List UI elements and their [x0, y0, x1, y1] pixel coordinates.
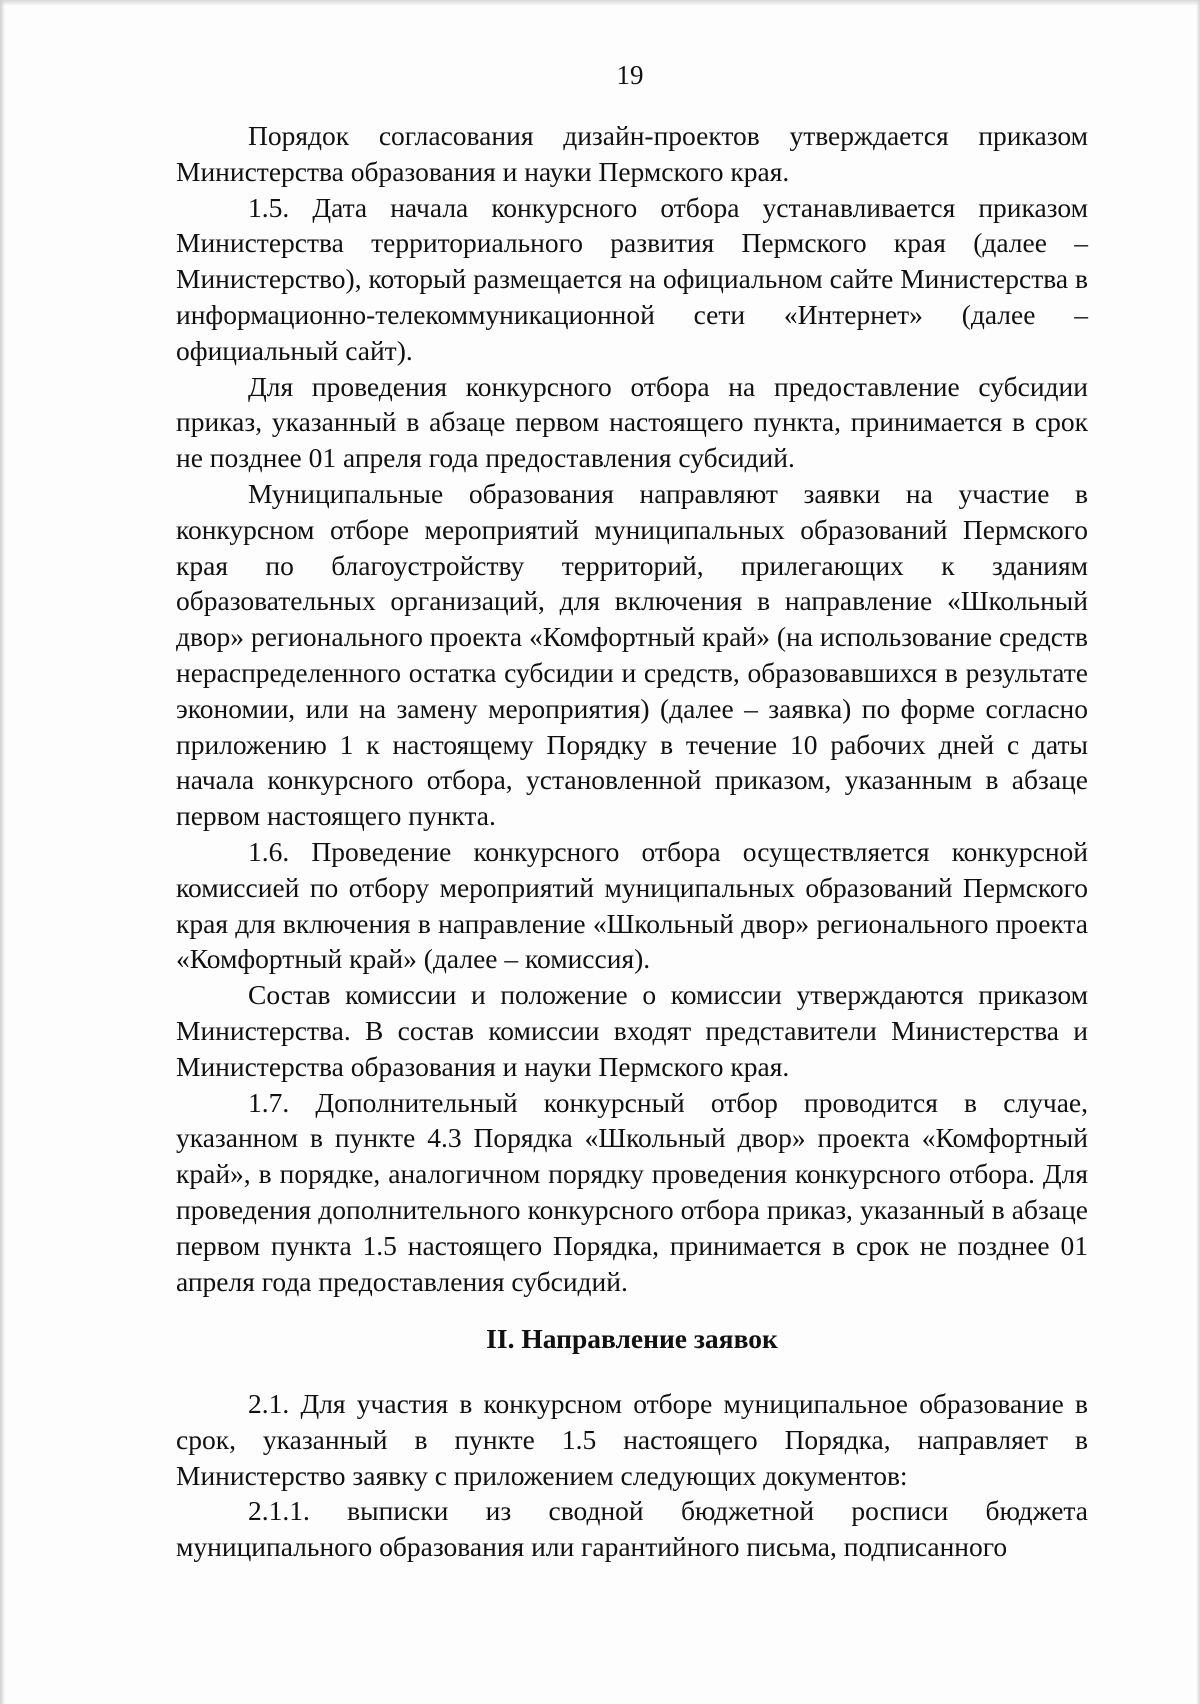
paragraph-applications: Муниципальные образования направляют заявки на участие в конкурсном отборе мероприятий муниципальных образований Пермского края по благоустройству территорий, прилегающих к зданиям образовательных организаций, для включения в направление «Школьный двор» регионального проекта «Комфортный край» (на использование средств нераспределенного остатка субсидии и средств, образовавшихся в результате экономии, или на замену мероприятия) (далее – заявка) по форме согласно приложению 1 к настоящему Порядку в течение 10 рабочих дней с даты начала конкурсного отбора, установленной приказом, указанным в абзаце первом настоящего пункта. [176, 477, 1088, 832]
paragraph-1-5-start-date: 1.5. Дата начала конкурсного отбора устанавливается приказом Министерства территориального развития Пермского края (далее – Министерство), который размещается на официальном сайте Министерства в информационно-телекоммуникационной сети «Интернет» (далее – официальный сайт). [176, 191, 1088, 366]
paragraph-1-7-additional-selection: 1.7. Дополнительный конкурсный отбор проводится в случае, указанном в пункте 4.3 Порядка «Школьный двор» проекта «Комфортный край», в порядке, аналогичном порядку проведения конкурсного отбора. Для проведения дополнительного конкурсного отбора приказ, указанный в абзаце первом пункта 1.5 настоящего Порядка, принимается в срок не позднее 01 апреля года предоставления субсидий. [176, 1086, 1088, 1297]
paragraph-order-deadline: Для проведения конкурсного отбора на предоставление субсидии приказ, указанный в абзаце первом настоящего пункта, принимается в срок не позднее 01 апреля года предоставления субсидий. [176, 370, 1088, 474]
section-heading: II. Направление заявок [486, 1323, 778, 1355]
paragraph-1-6-commission: 1.6. Проведение конкурсного отбора осуществляется конкурсной комиссией по отбору мероприятий муниципальных образований Пермского края для включения в направление «Школьный двор» регионального проекта «Комфортный край» (далее – комиссия). [176, 835, 1088, 975]
scan-edge-top [0, 0, 1200, 6]
page-number: 19 [616, 60, 644, 90]
paragraph-commission-composition: Состав комиссии и положение о комиссии утверждаются приказом Министерства. В состав комиссии входят представители Министерства и Министерства образования и науки Пермского края. [176, 979, 1088, 1082]
scan-edge-left [0, 0, 5, 1704]
paragraph-design-approval: Порядок согласования дизайн-проектов утверждается приказом Министерства образования и науки Пермского края. [176, 120, 1088, 187]
document-body [176, 118, 1088, 1565]
paragraph-2-1-participation: 2.1. Для участия в конкурсном отборе муниципальное образование в срок, указанный в пункте 1.5 настоящего Порядка, направляет в Министерство заявку с приложением следующих документов: [176, 1388, 1088, 1491]
paragraph-2-1-1-extracts: 2.1.1. выписки из сводной бюджетной росписи бюджета муниципального образования или гарантийного письма, подписанного [176, 1495, 1088, 1563]
scan-edge-right [1196, 0, 1200, 1704]
